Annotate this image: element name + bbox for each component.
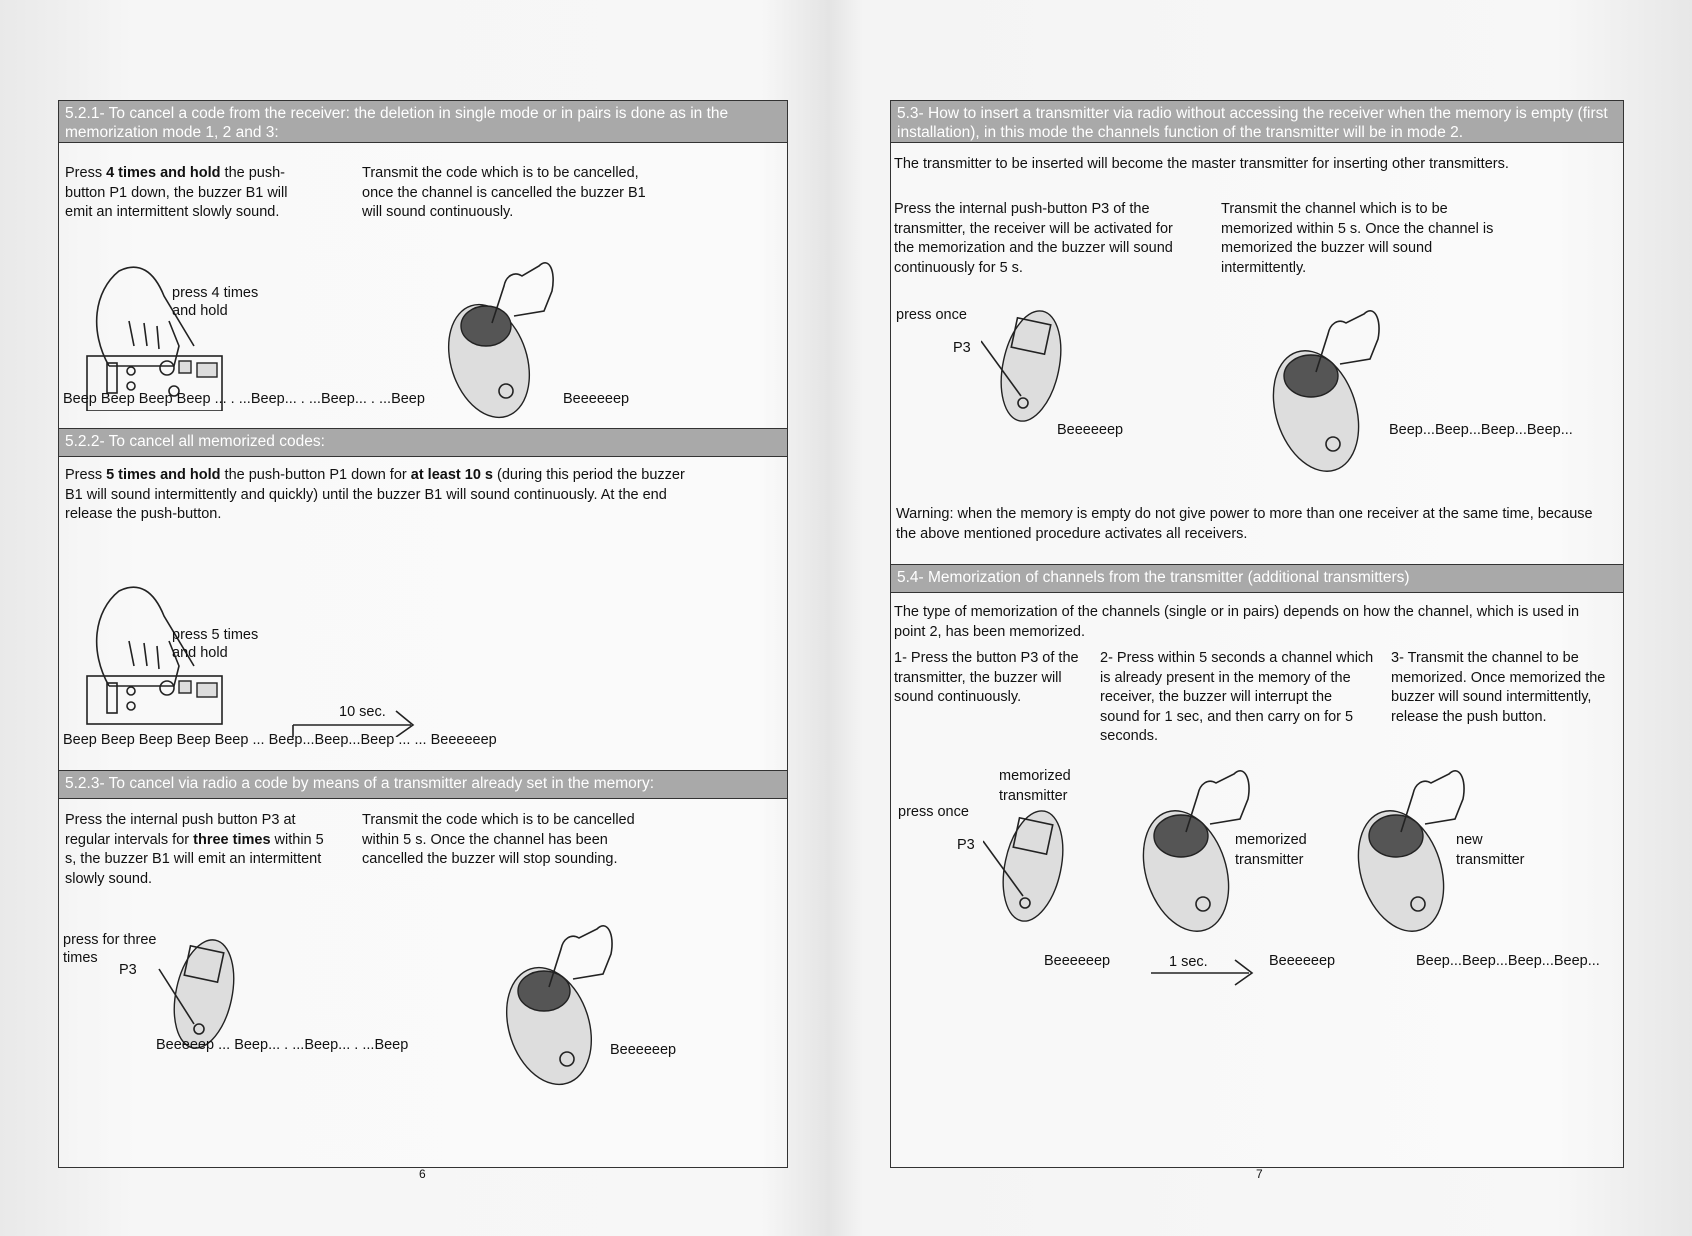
sec54-step3: 3- Transmit the channel to be memorized. Once memorized the buzzer will sound intermittently, release the push button. — [1391, 650, 1606, 725]
sec54-time-label: 1 sec. — [1169, 954, 1208, 970]
sec53-intro: The transmitter to be inserted will become the master transmitter for inserting other transmitters. — [894, 156, 1509, 172]
sec54-beep1: Beeeeeep — [1044, 953, 1111, 969]
open-transmitter-illustration-3 — [983, 801, 1083, 931]
sec523-col1: Press the internal push button P3 at regular intervals for three times within 5 s, the buzzer B1 will emit an intermittent slowly sound. — [65, 812, 324, 887]
section-5-4-title: 5.4- Memorization of channels from the transmitter (additional transmitters) — [891, 564, 1623, 593]
sec523-col2: Transmit the code which is to be cancelled within 5 s. Once the channel has been cancelled the buzzer will stop sounding. — [362, 812, 635, 867]
transmitter-hand-illustration-2 — [499, 891, 629, 1091]
sec53-col2: Transmit the channel which is to be memorized within 5 s. Once the channel is memorized the buzzer will sound intermittently. — [1221, 201, 1494, 276]
section-5-2-3-title: 5.2.3- To cancel via radio a code by means of a transmitter already set in the memory: — [59, 770, 787, 799]
sec522-time-label: 10 sec. — [339, 704, 386, 720]
sec521-col2: Transmit the code which is to be cancelled, once the channel is cancelled the buzzer B1 will sound continuously. — [362, 165, 646, 220]
sec522-beep-sequence: Beep Beep Beep Beep Beep ... Beep...Beep...Beep ... ... Beeeeeep — [63, 732, 497, 748]
sec54-label-transmitter1: transmitter — [999, 788, 1068, 804]
receiver-hand-illustration — [79, 251, 229, 411]
sec521-label-press: press 4 times — [172, 285, 259, 301]
sec53-beep-continuous: Beeeeeep — [1057, 422, 1124, 438]
sec523-p3-label: P3 — [119, 962, 137, 978]
sec54-label-press: press once — [898, 804, 969, 820]
sec523-label-press1: press for three — [63, 932, 157, 948]
sec53-beep-sequence: Beep...Beep...Beep...Beep... — [1389, 422, 1573, 438]
sec53-p3-label: P3 — [953, 340, 971, 356]
sec521-beep-sequence: Beep Beep Beep Beep ... . ...Beep... . ...Beep... . ...Beep — [63, 391, 425, 407]
sec523-beep-sequence: Beeeeep ... Beep... . ...Beep... . ...Beep — [156, 1037, 409, 1053]
page-number-right: 7 — [1256, 1167, 1263, 1181]
sec54-beep2: Beeeeeep — [1269, 953, 1336, 969]
sec54-label-transmitter3: transmitter — [1456, 852, 1525, 868]
sec53-warning: Warning: when the memory is empty do not give power to more than one receiver at the same time, because the above mentioned procedure activates all receivers. — [896, 506, 1593, 542]
sec522-label-press: press 5 times — [172, 627, 259, 643]
open-transmitter-illustration-2 — [981, 301, 1081, 431]
section-5-2-2-title: 5.2.2- To cancel all memorized codes: — [59, 428, 787, 457]
time-arrow-icon-2 — [1149, 956, 1259, 986]
sec54-step2: 2- Press within 5 seconds a channel which is already present in the memory of the receiver, the buzzer will interrupt the sound for 1 sec, and then carry on for 5 seconds. — [1100, 650, 1374, 744]
right-page — [890, 100, 1624, 1181]
sec54-label-memorized1: memorized — [999, 768, 1071, 784]
left-page — [58, 100, 788, 1181]
sec53-label-press: press once — [896, 307, 967, 323]
sec53-col1: Press the internal push-button P3 of the transmitter, the receiver will be activated for the memorization and the buzzer will sound continuously for 5 s. — [894, 201, 1173, 276]
sec54-step1: 1- Press the button P3 of the transmitter, the buzzer will sound continuously. — [894, 650, 1079, 705]
sec54-beep-sequence: Beep...Beep...Beep...Beep... — [1416, 953, 1600, 969]
sec521-label-hold: and hold — [172, 303, 228, 319]
sec54-intro: The type of memorization of the channels (single or in pairs) depends on how the channel, which is used in point 2, has been memorized. — [894, 604, 1580, 640]
sec523-label-press2: times — [63, 950, 98, 966]
sec523-beep-continuous: Beeeeeep — [610, 1042, 677, 1058]
sec521-beep-continuous: Beeeeeep — [563, 391, 630, 407]
sec522-text: Press 5 times and hold the push-button P1 down for at least 10 s (during this period the buzzer B1 will sound intermittently and quickly) until the buzzer B1 will sound continuously. At the end release the push-button. — [65, 467, 685, 522]
sec521-col1: Press 4 times and hold the push-button P1 down, the buzzer B1 will emit an intermittent slowly sound. — [65, 165, 288, 220]
sec54-p3-label: P3 — [957, 837, 975, 853]
section-5-2-1-title: 5.2.1- To cancel a code from the receiver: the deletion in single mode or in pairs is done as in the memorization mode 1, 2 and 3: — [59, 101, 787, 143]
section-5-3-title: 5.3- How to insert a transmitter via radio without accessing the receiver when the memory is empty (first installation), in this mode the channels function of the transmitter will be in mode 2. — [891, 101, 1623, 143]
transmitter-hand-illustration-3 — [1261, 276, 1401, 486]
sec54-label-memorized2: memorized — [1235, 832, 1307, 848]
sec522-label-hold: and hold — [172, 645, 228, 661]
page-number-left: 6 — [419, 1167, 426, 1181]
sec54-label-transmitter2: transmitter — [1235, 852, 1304, 868]
sec54-label-new: new — [1456, 832, 1483, 848]
transmitter-hand-illustration — [444, 231, 564, 421]
